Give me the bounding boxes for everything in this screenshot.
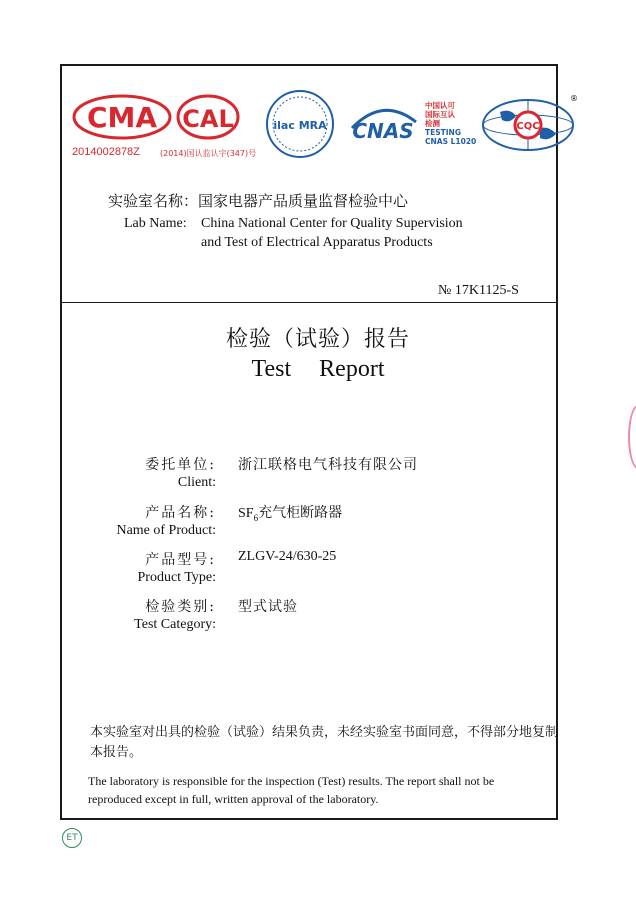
et-stamp-icon: ET (62, 828, 82, 848)
disclaimer-en: The laboratory is responsible for the inspection (Test) results. The report shall not be reproduced except in full, written approval of the laboratory. (88, 774, 495, 806)
field-product-type-value: ZLGV-24/630-25 (238, 549, 337, 564)
field-product-type-label-en: Product Type: (137, 570, 216, 585)
product-name-subscript: 6 (253, 512, 259, 523)
report-number: № 17K1125-S (438, 283, 519, 298)
field-product-name-label-en: Name of Product: (116, 523, 216, 538)
field-client-value: 浙江联格电气科技有限公司 (238, 457, 418, 473)
cnas-detail-4: TESTING (425, 128, 461, 137)
cnas-details (425, 101, 476, 146)
globe-logo (480, 98, 576, 152)
header-divider (62, 302, 556, 303)
field-product-name-label-cn: 产品名称: (145, 505, 216, 521)
cnas-detail-1: 中国认可 (425, 101, 455, 110)
lab-name-en-line2: and Test of Electrical Apparatus Products (201, 235, 433, 250)
lab-name-cn: 实验室名称：国家电器产品质量监督检验中心 (108, 192, 409, 210)
cnas-detail-3: 检测 (425, 119, 440, 128)
cnas-logo (344, 100, 422, 150)
field-test-category-label-en: Test Category: (134, 617, 216, 632)
globe-logo-text: CQC (516, 121, 540, 132)
disclaimer-cn: 本实验室对出具的检验（试验）结果负责，未经实验室书面同意，不得部分地复制本报告。 (90, 725, 559, 760)
product-name-suffix: 充气柜断路器 (258, 505, 343, 521)
field-client-label-en: Client: (177, 475, 216, 490)
cma-logo-text: CMA (86, 101, 158, 134)
cnas-detail-5: CNAS L1020 (425, 137, 477, 146)
field-product-type-label-cn: 产品型号: (145, 552, 216, 568)
report-title-cn: 检验（试验）报告 (225, 327, 410, 352)
field-product-name-value (238, 502, 342, 523)
cnas-detail-2: 国际互认 (425, 110, 455, 119)
lab-name-en-label: Lab Name: (124, 216, 187, 231)
cnas-logo-text: CNAS (352, 119, 414, 143)
report-title-en: Test Report (251, 356, 385, 382)
document-frame (60, 64, 558, 820)
lab-name-en-line1: China National Center for Quality Supervision (201, 216, 463, 231)
edge-stamp-mark (628, 405, 636, 469)
cma-logo (72, 94, 172, 140)
registered-mark: ® (570, 94, 578, 103)
product-name-prefix: SF (238, 506, 254, 521)
cal-logo (176, 94, 240, 140)
cert-note: (2014)国认监认字(347)号 (160, 149, 257, 158)
field-test-category-label-cn: 检验类别: (145, 599, 216, 615)
cal-logo-text: CAL (182, 105, 234, 133)
cert-number: 2014002878Z (72, 146, 140, 158)
field-client-label-cn: 委托单位: (145, 457, 216, 473)
ilac-mra-logo (264, 88, 336, 160)
ilac-logo-text: ilac MRA (273, 119, 327, 132)
field-test-category-value: 型式试验 (238, 599, 298, 615)
